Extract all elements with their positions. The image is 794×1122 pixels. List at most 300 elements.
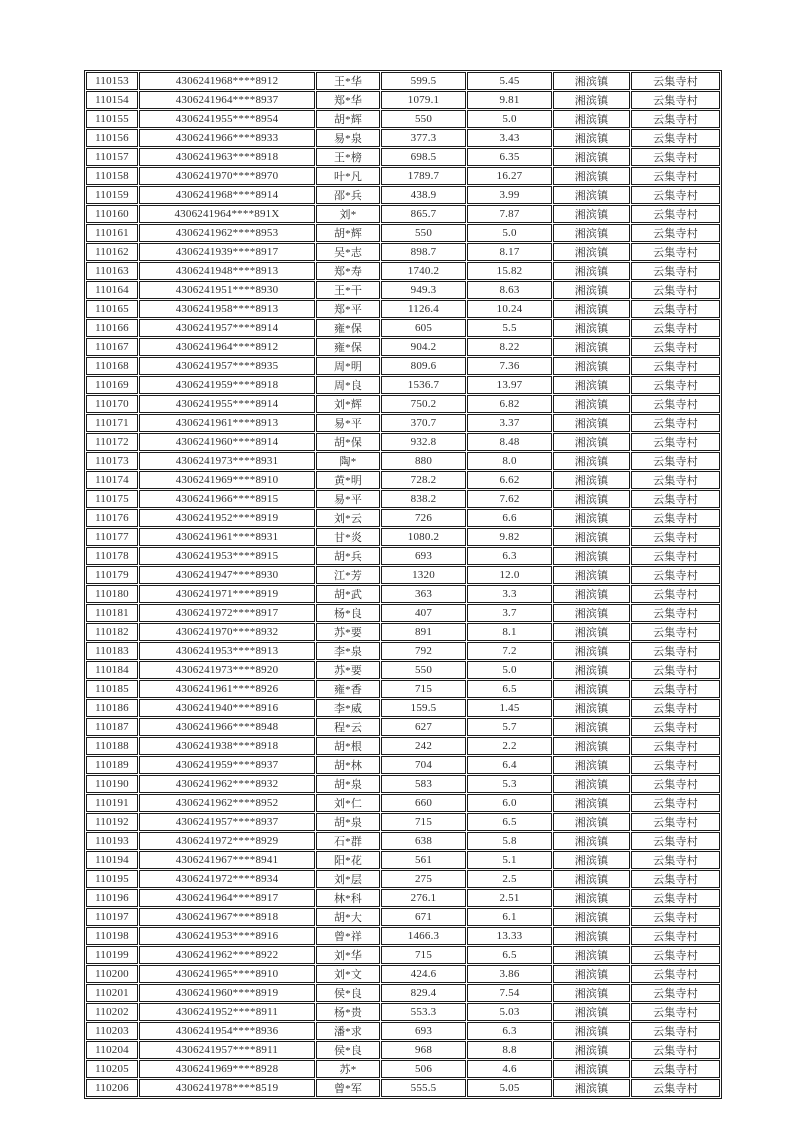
cell-amount: 1320 bbox=[381, 566, 466, 584]
cell-id-number: 4306241972****8929 bbox=[139, 832, 315, 850]
cell-id-number: 4306241960****8919 bbox=[139, 984, 315, 1002]
cell-seq-no: 110159 bbox=[86, 186, 138, 204]
cell-amount: 605 bbox=[381, 319, 466, 337]
cell-village: 云集寺村 bbox=[631, 433, 720, 451]
cell-name: 李*威 bbox=[316, 699, 380, 717]
cell-seq-no: 110198 bbox=[86, 927, 138, 945]
cell-area-value: 5.1 bbox=[467, 851, 552, 869]
cell-amount: 555.5 bbox=[381, 1079, 466, 1097]
cell-area-value: 6.82 bbox=[467, 395, 552, 413]
cell-village: 云集寺村 bbox=[631, 1003, 720, 1021]
table-row bbox=[86, 414, 720, 432]
cell-amount: 968 bbox=[381, 1041, 466, 1059]
cell-id-number: 4306241948****8913 bbox=[139, 262, 315, 280]
cell-seq-no: 110186 bbox=[86, 699, 138, 717]
cell-area-value: 16.27 bbox=[467, 167, 552, 185]
cell-id-number: 4306241961****8926 bbox=[139, 680, 315, 698]
cell-name: 叶*凡 bbox=[316, 167, 380, 185]
cell-id-number: 4306241966****8915 bbox=[139, 490, 315, 508]
cell-id-number: 4306241958****8913 bbox=[139, 300, 315, 318]
cell-village: 云集寺村 bbox=[631, 1079, 720, 1097]
cell-area-value: 3.3 bbox=[467, 585, 552, 603]
cell-id-number: 4306241959****8937 bbox=[139, 756, 315, 774]
cell-village: 云集寺村 bbox=[631, 756, 720, 774]
table-row bbox=[86, 1003, 720, 1021]
cell-area-value: 5.5 bbox=[467, 319, 552, 337]
cell-town: 湘滨镇 bbox=[553, 528, 630, 546]
cell-village: 云集寺村 bbox=[631, 585, 720, 603]
table-row bbox=[86, 889, 720, 907]
cell-name: 苏*要 bbox=[316, 623, 380, 641]
cell-seq-no: 110187 bbox=[86, 718, 138, 736]
table-row bbox=[86, 1060, 720, 1078]
cell-id-number: 4306241951****8930 bbox=[139, 281, 315, 299]
cell-town: 湘滨镇 bbox=[553, 376, 630, 394]
cell-area-value: 8.1 bbox=[467, 623, 552, 641]
cell-town: 湘滨镇 bbox=[553, 452, 630, 470]
cell-name: 郑*平 bbox=[316, 300, 380, 318]
table-row bbox=[86, 224, 720, 242]
cell-area-value: 6.3 bbox=[467, 547, 552, 565]
cell-village: 云集寺村 bbox=[631, 718, 720, 736]
cell-village: 云集寺村 bbox=[631, 395, 720, 413]
cell-area-value: 6.6 bbox=[467, 509, 552, 527]
cell-village: 云集寺村 bbox=[631, 661, 720, 679]
cell-amount: 891 bbox=[381, 623, 466, 641]
cell-name: 胡*泉 bbox=[316, 813, 380, 831]
cell-town: 湘滨镇 bbox=[553, 300, 630, 318]
cell-area-value: 3.43 bbox=[467, 129, 552, 147]
cell-name: 胡*泉 bbox=[316, 775, 380, 793]
cell-amount: 1740.2 bbox=[381, 262, 466, 280]
cell-village: 云集寺村 bbox=[631, 642, 720, 660]
cell-village: 云集寺村 bbox=[631, 205, 720, 223]
cell-village: 云集寺村 bbox=[631, 889, 720, 907]
cell-area-value: 8.0 bbox=[467, 452, 552, 470]
cell-amount: 377.3 bbox=[381, 129, 466, 147]
table-row bbox=[86, 129, 720, 147]
cell-area-value: 5.0 bbox=[467, 110, 552, 128]
cell-name: 周*明 bbox=[316, 357, 380, 375]
cell-name: 刘*文 bbox=[316, 965, 380, 983]
table-row bbox=[86, 642, 720, 660]
cell-village: 云集寺村 bbox=[631, 1041, 720, 1059]
cell-id-number: 4306241947****8930 bbox=[139, 566, 315, 584]
cell-area-value: 12.0 bbox=[467, 566, 552, 584]
cell-name: 雍*保 bbox=[316, 319, 380, 337]
cell-amount: 698.5 bbox=[381, 148, 466, 166]
table-row bbox=[86, 281, 720, 299]
cell-amount: 638 bbox=[381, 832, 466, 850]
table-row bbox=[86, 699, 720, 717]
cell-name: 刘* bbox=[316, 205, 380, 223]
cell-amount: 838.2 bbox=[381, 490, 466, 508]
cell-id-number: 4306241964****8937 bbox=[139, 91, 315, 109]
cell-seq-no: 110160 bbox=[86, 205, 138, 223]
cell-id-number: 4306241957****8937 bbox=[139, 813, 315, 831]
cell-town: 湘滨镇 bbox=[553, 433, 630, 451]
cell-seq-no: 110185 bbox=[86, 680, 138, 698]
cell-seq-no: 110188 bbox=[86, 737, 138, 755]
cell-town: 湘滨镇 bbox=[553, 167, 630, 185]
table-row bbox=[86, 680, 720, 698]
cell-name: 胡*武 bbox=[316, 585, 380, 603]
cell-town: 湘滨镇 bbox=[553, 186, 630, 204]
cell-town: 湘滨镇 bbox=[553, 566, 630, 584]
table-row bbox=[86, 623, 720, 641]
cell-seq-no: 110164 bbox=[86, 281, 138, 299]
cell-town: 湘滨镇 bbox=[553, 851, 630, 869]
cell-name: 易*泉 bbox=[316, 129, 380, 147]
cell-town: 湘滨镇 bbox=[553, 1060, 630, 1078]
cell-village: 云集寺村 bbox=[631, 832, 720, 850]
cell-amount: 809.6 bbox=[381, 357, 466, 375]
cell-amount: 550 bbox=[381, 110, 466, 128]
cell-area-value: 7.54 bbox=[467, 984, 552, 1002]
cell-id-number: 4306241978****8519 bbox=[139, 1079, 315, 1097]
cell-name: 甘*炎 bbox=[316, 528, 380, 546]
cell-id-number: 4306241971****8919 bbox=[139, 585, 315, 603]
cell-area-value: 15.82 bbox=[467, 262, 552, 280]
table-row bbox=[86, 1022, 720, 1040]
cell-area-value: 13.97 bbox=[467, 376, 552, 394]
cell-area-value: 5.7 bbox=[467, 718, 552, 736]
cell-amount: 424.6 bbox=[381, 965, 466, 983]
cell-id-number: 4306241968****8912 bbox=[139, 72, 315, 90]
cell-area-value: 5.05 bbox=[467, 1079, 552, 1097]
cell-town: 湘滨镇 bbox=[553, 547, 630, 565]
cell-village: 云集寺村 bbox=[631, 376, 720, 394]
cell-name: 吴*志 bbox=[316, 243, 380, 261]
cell-id-number: 4306241939****8917 bbox=[139, 243, 315, 261]
cell-id-number: 4306241973****8931 bbox=[139, 452, 315, 470]
cell-name: 胡*大 bbox=[316, 908, 380, 926]
cell-town: 湘滨镇 bbox=[553, 870, 630, 888]
table-row bbox=[86, 927, 720, 945]
cell-amount: 275 bbox=[381, 870, 466, 888]
cell-seq-no: 110205 bbox=[86, 1060, 138, 1078]
cell-seq-no: 110180 bbox=[86, 585, 138, 603]
cell-name: 胡*辉 bbox=[316, 110, 380, 128]
cell-id-number: 4306241968****8914 bbox=[139, 186, 315, 204]
cell-amount: 1126.4 bbox=[381, 300, 466, 318]
cell-id-number: 4306241962****8932 bbox=[139, 775, 315, 793]
cell-name: 胡*根 bbox=[316, 737, 380, 755]
cell-village: 云集寺村 bbox=[631, 984, 720, 1002]
cell-id-number: 4306241959****8918 bbox=[139, 376, 315, 394]
cell-name: 王*华 bbox=[316, 72, 380, 90]
table-body bbox=[86, 72, 720, 1097]
cell-town: 湘滨镇 bbox=[553, 737, 630, 755]
cell-amount: 750.2 bbox=[381, 395, 466, 413]
cell-amount: 693 bbox=[381, 1022, 466, 1040]
cell-amount: 1079.1 bbox=[381, 91, 466, 109]
cell-area-value: 3.99 bbox=[467, 186, 552, 204]
cell-town: 湘滨镇 bbox=[553, 262, 630, 280]
cell-seq-no: 110166 bbox=[86, 319, 138, 337]
cell-seq-no: 110172 bbox=[86, 433, 138, 451]
cell-village: 云集寺村 bbox=[631, 319, 720, 337]
cell-amount: 932.8 bbox=[381, 433, 466, 451]
cell-seq-no: 110197 bbox=[86, 908, 138, 926]
cell-town: 湘滨镇 bbox=[553, 1041, 630, 1059]
cell-amount: 363 bbox=[381, 585, 466, 603]
cell-village: 云集寺村 bbox=[631, 965, 720, 983]
table-row bbox=[86, 661, 720, 679]
cell-village: 云集寺村 bbox=[631, 699, 720, 717]
cell-village: 云集寺村 bbox=[631, 300, 720, 318]
cell-name: 侯*良 bbox=[316, 984, 380, 1002]
cell-area-value: 6.35 bbox=[467, 148, 552, 166]
cell-town: 湘滨镇 bbox=[553, 965, 630, 983]
cell-seq-no: 110199 bbox=[86, 946, 138, 964]
cell-village: 云集寺村 bbox=[631, 91, 720, 109]
cell-id-number: 4306241963****8918 bbox=[139, 148, 315, 166]
cell-id-number: 4306241965****8910 bbox=[139, 965, 315, 983]
cell-town: 湘滨镇 bbox=[553, 224, 630, 242]
table-row bbox=[86, 338, 720, 356]
cell-name: 刘*云 bbox=[316, 509, 380, 527]
cell-id-number: 4306241954****8936 bbox=[139, 1022, 315, 1040]
table-row bbox=[86, 832, 720, 850]
table-row bbox=[86, 908, 720, 926]
cell-village: 云集寺村 bbox=[631, 870, 720, 888]
table-row bbox=[86, 965, 720, 983]
cell-id-number: 4306241967****8941 bbox=[139, 851, 315, 869]
table-row bbox=[86, 395, 720, 413]
cell-name: 阳*花 bbox=[316, 851, 380, 869]
cell-amount: 276.1 bbox=[381, 889, 466, 907]
cell-area-value: 5.45 bbox=[467, 72, 552, 90]
cell-village: 云集寺村 bbox=[631, 927, 720, 945]
table-row bbox=[86, 205, 720, 223]
cell-name: 刘*辉 bbox=[316, 395, 380, 413]
cell-name: 郑*华 bbox=[316, 91, 380, 109]
table-row bbox=[86, 509, 720, 527]
cell-town: 湘滨镇 bbox=[553, 72, 630, 90]
table-row bbox=[86, 946, 720, 964]
cell-amount: 599.5 bbox=[381, 72, 466, 90]
cell-seq-no: 110192 bbox=[86, 813, 138, 831]
cell-town: 湘滨镇 bbox=[553, 699, 630, 717]
cell-name: 王*干 bbox=[316, 281, 380, 299]
cell-amount: 438.9 bbox=[381, 186, 466, 204]
cell-town: 湘滨镇 bbox=[553, 243, 630, 261]
cell-amount: 865.7 bbox=[381, 205, 466, 223]
cell-town: 湘滨镇 bbox=[553, 623, 630, 641]
cell-amount: 506 bbox=[381, 1060, 466, 1078]
cell-area-value: 7.62 bbox=[467, 490, 552, 508]
cell-village: 云集寺村 bbox=[631, 338, 720, 356]
table-row bbox=[86, 452, 720, 470]
cell-area-value: 7.36 bbox=[467, 357, 552, 375]
cell-id-number: 4306241938****8918 bbox=[139, 737, 315, 755]
cell-name: 苏*要 bbox=[316, 661, 380, 679]
cell-name: 雍*保 bbox=[316, 338, 380, 356]
cell-seq-no: 110176 bbox=[86, 509, 138, 527]
cell-town: 湘滨镇 bbox=[553, 642, 630, 660]
table-row bbox=[86, 566, 720, 584]
cell-town: 湘滨镇 bbox=[553, 908, 630, 926]
table-row bbox=[86, 376, 720, 394]
cell-area-value: 6.5 bbox=[467, 946, 552, 964]
cell-amount: 159.5 bbox=[381, 699, 466, 717]
cell-town: 湘滨镇 bbox=[553, 91, 630, 109]
cell-id-number: 4306241940****8916 bbox=[139, 699, 315, 717]
cell-seq-no: 110202 bbox=[86, 1003, 138, 1021]
cell-area-value: 10.24 bbox=[467, 300, 552, 318]
cell-area-value: 6.62 bbox=[467, 471, 552, 489]
cell-village: 云集寺村 bbox=[631, 72, 720, 90]
cell-town: 湘滨镇 bbox=[553, 984, 630, 1002]
cell-town: 湘滨镇 bbox=[553, 718, 630, 736]
cell-name: 苏* bbox=[316, 1060, 380, 1078]
cell-amount: 829.4 bbox=[381, 984, 466, 1002]
cell-seq-no: 110170 bbox=[86, 395, 138, 413]
cell-seq-no: 110163 bbox=[86, 262, 138, 280]
cell-village: 云集寺村 bbox=[631, 775, 720, 793]
cell-name: 刘*仁 bbox=[316, 794, 380, 812]
cell-amount: 553.3 bbox=[381, 1003, 466, 1021]
cell-village: 云集寺村 bbox=[631, 604, 720, 622]
cell-area-value: 8.22 bbox=[467, 338, 552, 356]
cell-seq-no: 110174 bbox=[86, 471, 138, 489]
cell-name: 陶* bbox=[316, 452, 380, 470]
cell-area-value: 6.5 bbox=[467, 813, 552, 831]
cell-name: 侯*良 bbox=[316, 1041, 380, 1059]
cell-village: 云集寺村 bbox=[631, 129, 720, 147]
cell-town: 湘滨镇 bbox=[553, 509, 630, 527]
cell-name: 易*平 bbox=[316, 490, 380, 508]
cell-id-number: 4306241962****8953 bbox=[139, 224, 315, 242]
cell-amount: 583 bbox=[381, 775, 466, 793]
cell-seq-no: 110203 bbox=[86, 1022, 138, 1040]
cell-seq-no: 110195 bbox=[86, 870, 138, 888]
cell-id-number: 4306241952****8919 bbox=[139, 509, 315, 527]
cell-village: 云集寺村 bbox=[631, 1060, 720, 1078]
cell-area-value: 8.48 bbox=[467, 433, 552, 451]
cell-town: 湘滨镇 bbox=[553, 604, 630, 622]
cell-area-value: 5.03 bbox=[467, 1003, 552, 1021]
cell-id-number: 4306241960****8914 bbox=[139, 433, 315, 451]
cell-name: 潘*求 bbox=[316, 1022, 380, 1040]
cell-area-value: 3.37 bbox=[467, 414, 552, 432]
cell-amount: 660 bbox=[381, 794, 466, 812]
cell-village: 云集寺村 bbox=[631, 908, 720, 926]
cell-name: 江*芳 bbox=[316, 566, 380, 584]
cell-amount: 704 bbox=[381, 756, 466, 774]
cell-seq-no: 110191 bbox=[86, 794, 138, 812]
cell-area-value: 5.0 bbox=[467, 661, 552, 679]
cell-village: 云集寺村 bbox=[631, 946, 720, 964]
cell-town: 湘滨镇 bbox=[553, 357, 630, 375]
cell-amount: 1789.7 bbox=[381, 167, 466, 185]
cell-village: 云集寺村 bbox=[631, 186, 720, 204]
cell-town: 湘滨镇 bbox=[553, 1003, 630, 1021]
cell-id-number: 4306241964****891X bbox=[139, 205, 315, 223]
cell-area-value: 1.45 bbox=[467, 699, 552, 717]
cell-town: 湘滨镇 bbox=[553, 490, 630, 508]
cell-seq-no: 110190 bbox=[86, 775, 138, 793]
cell-seq-no: 110154 bbox=[86, 91, 138, 109]
cell-village: 云集寺村 bbox=[631, 243, 720, 261]
cell-id-number: 4306241962****8952 bbox=[139, 794, 315, 812]
cell-town: 湘滨镇 bbox=[553, 319, 630, 337]
cell-area-value: 4.6 bbox=[467, 1060, 552, 1078]
cell-name: 雍*香 bbox=[316, 680, 380, 698]
cell-id-number: 4306241953****8915 bbox=[139, 547, 315, 565]
cell-name: 胡*林 bbox=[316, 756, 380, 774]
cell-town: 湘滨镇 bbox=[553, 205, 630, 223]
cell-area-value: 6.4 bbox=[467, 756, 552, 774]
cell-amount: 949.3 bbox=[381, 281, 466, 299]
cell-id-number: 4306241961****8931 bbox=[139, 528, 315, 546]
table-row bbox=[86, 433, 720, 451]
table-row bbox=[86, 870, 720, 888]
cell-village: 云集寺村 bbox=[631, 1022, 720, 1040]
cell-id-number: 4306241962****8922 bbox=[139, 946, 315, 964]
cell-id-number: 4306241972****8934 bbox=[139, 870, 315, 888]
cell-amount: 715 bbox=[381, 946, 466, 964]
cell-seq-no: 110177 bbox=[86, 528, 138, 546]
cell-seq-no: 110158 bbox=[86, 167, 138, 185]
table-row bbox=[86, 72, 720, 90]
cell-town: 湘滨镇 bbox=[553, 661, 630, 679]
cell-name: 胡*兵 bbox=[316, 547, 380, 565]
table-row bbox=[86, 110, 720, 128]
table-row bbox=[86, 490, 720, 508]
cell-town: 湘滨镇 bbox=[553, 756, 630, 774]
table-row bbox=[86, 604, 720, 622]
cell-seq-no: 110189 bbox=[86, 756, 138, 774]
cell-seq-no: 110182 bbox=[86, 623, 138, 641]
cell-seq-no: 110162 bbox=[86, 243, 138, 261]
cell-seq-no: 110201 bbox=[86, 984, 138, 1002]
cell-area-value: 6.1 bbox=[467, 908, 552, 926]
cell-seq-no: 110175 bbox=[86, 490, 138, 508]
cell-town: 湘滨镇 bbox=[553, 585, 630, 603]
cell-name: 胡*辉 bbox=[316, 224, 380, 242]
table-row bbox=[86, 167, 720, 185]
cell-id-number: 4306241955****8914 bbox=[139, 395, 315, 413]
cell-area-value: 3.86 bbox=[467, 965, 552, 983]
cell-area-value: 6.0 bbox=[467, 794, 552, 812]
cell-seq-no: 110184 bbox=[86, 661, 138, 679]
cell-id-number: 4306241966****8948 bbox=[139, 718, 315, 736]
cell-village: 云集寺村 bbox=[631, 357, 720, 375]
cell-village: 云集寺村 bbox=[631, 566, 720, 584]
cell-town: 湘滨镇 bbox=[553, 281, 630, 299]
cell-area-value: 2.2 bbox=[467, 737, 552, 755]
cell-seq-no: 110153 bbox=[86, 72, 138, 90]
cell-village: 云集寺村 bbox=[631, 224, 720, 242]
cell-amount: 904.2 bbox=[381, 338, 466, 356]
cell-town: 湘滨镇 bbox=[553, 471, 630, 489]
cell-seq-no: 110156 bbox=[86, 129, 138, 147]
cell-name: 黄*明 bbox=[316, 471, 380, 489]
table-row bbox=[86, 148, 720, 166]
cell-village: 云集寺村 bbox=[631, 167, 720, 185]
cell-id-number: 4306241957****8914 bbox=[139, 319, 315, 337]
cell-town: 湘滨镇 bbox=[553, 889, 630, 907]
cell-seq-no: 110206 bbox=[86, 1079, 138, 1097]
cell-village: 云集寺村 bbox=[631, 794, 720, 812]
cell-town: 湘滨镇 bbox=[553, 775, 630, 793]
cell-area-value: 8.63 bbox=[467, 281, 552, 299]
table-row bbox=[86, 756, 720, 774]
cell-town: 湘滨镇 bbox=[553, 148, 630, 166]
cell-name: 胡*保 bbox=[316, 433, 380, 451]
